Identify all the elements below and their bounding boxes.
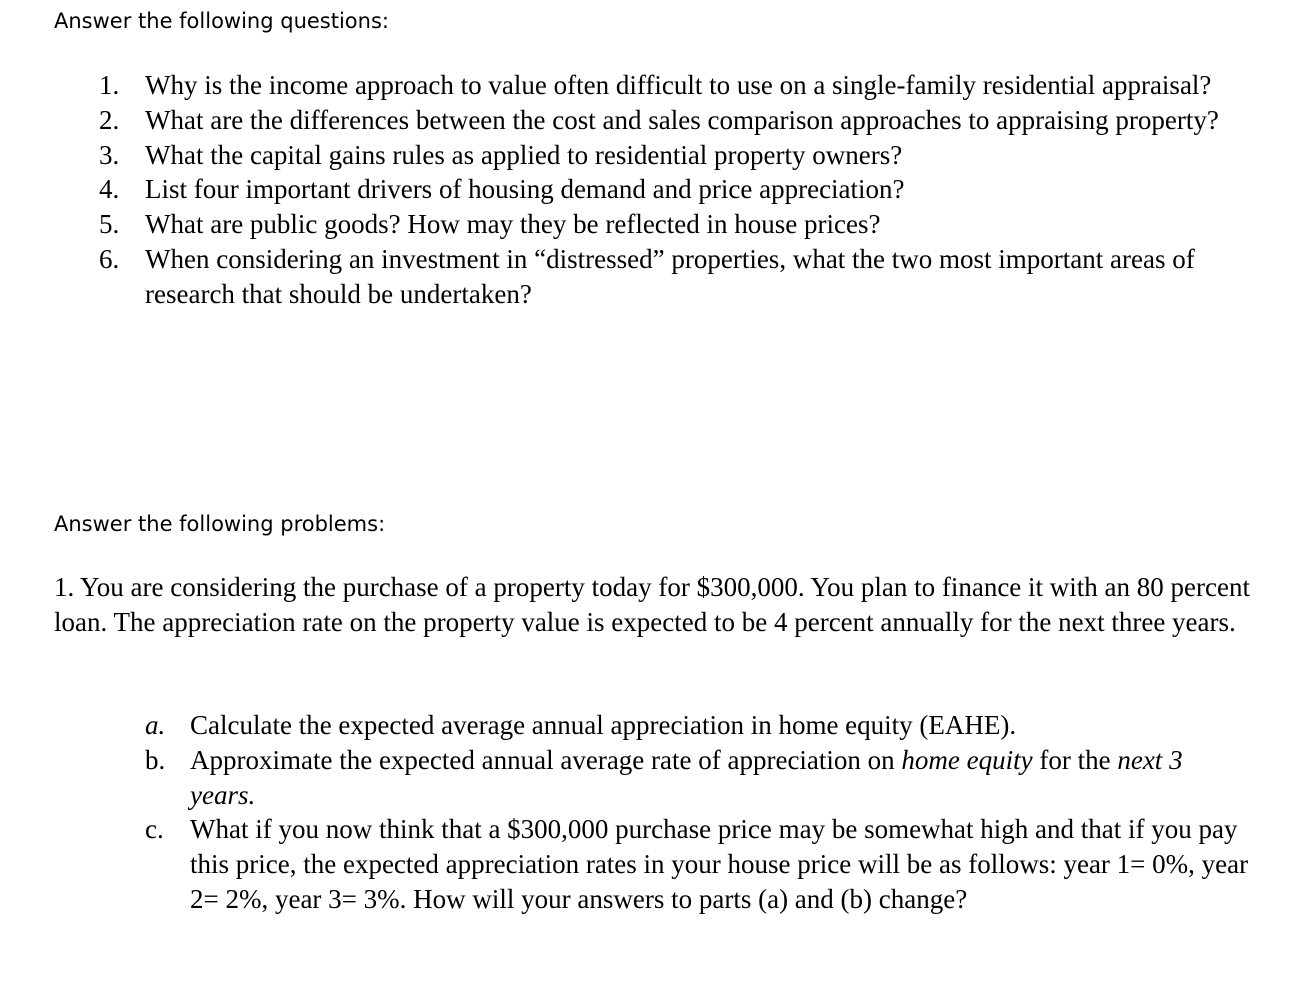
- question-number: 3.: [99, 139, 120, 170]
- part-label: a.: [145, 710, 166, 740]
- problem-part-b: [0, 743, 1290, 813]
- emphasis-home-equity: home equity: [901, 744, 1033, 775]
- question-text: What are public goods? How may they be reflected in house prices?: [145, 209, 881, 240]
- problems-heading: Answer the following problems:: [54, 512, 386, 536]
- part-text-end: .: [248, 779, 256, 810]
- part-text-middle: for the: [1032, 744, 1118, 775]
- question-number: 2.: [99, 104, 120, 135]
- question-text: Why is the income approach to value often difficult to use on a single-family residential appraisal?: [145, 70, 1212, 100]
- questions-heading: Answer the following questions:: [54, 9, 389, 33]
- problem-1-intro: 1. You are considering the purchase of a property today for $300,000. You plan to finance it with an 80 percent loan. The appreciation rate on the property value is expected to be 4 percent annually for the next three years.: [54, 572, 1250, 637]
- question-number: 6.: [99, 243, 120, 274]
- emphasis-next-3-years: next 3 years: [190, 744, 1183, 810]
- part-text: What if you now think that a $300,000 purchase price may be somewhat high and that if you pay this price, the expected appreciation rates in your house price will be as follows: year 1= 0%, year 2= 2%, year 3= 3%. How will your answers to parts (a) and (b) change?: [190, 814, 1249, 914]
- question-item: [0, 242, 1290, 312]
- problem-1-parts: [0, 708, 1290, 917]
- part-text-start: Approximate the expected annual average rate of appreciation on: [190, 744, 902, 775]
- question-text: List four important drivers of housing demand and price appreciation?: [145, 174, 905, 205]
- problem-part-c: [0, 812, 1290, 916]
- problem-part-a: [0, 708, 1290, 743]
- question-number: 5.: [99, 209, 120, 240]
- question-text: What the capital gains rules as applied to residential property owners?: [145, 139, 903, 170]
- question-number: 4.: [99, 174, 120, 205]
- question-text: What are the differences between the cost and sales comparison approaches to appraising property?: [145, 104, 1219, 135]
- question-number: 1.: [99, 70, 120, 100]
- question-item: [0, 207, 1290, 242]
- question-text: When considering an investment in “distressed” properties, what the two most important areas of research that should be undertaken?: [145, 243, 1195, 309]
- question-item: [0, 172, 1290, 207]
- question-item: [0, 138, 1290, 173]
- part-label: c.: [145, 814, 164, 845]
- part-text: Calculate the expected average annual appreciation in home equity (EAHE).: [190, 710, 1017, 740]
- question-item: [0, 68, 1290, 103]
- part-label: b.: [145, 744, 166, 775]
- questions-list: [0, 68, 1290, 312]
- question-item: [0, 103, 1290, 138]
